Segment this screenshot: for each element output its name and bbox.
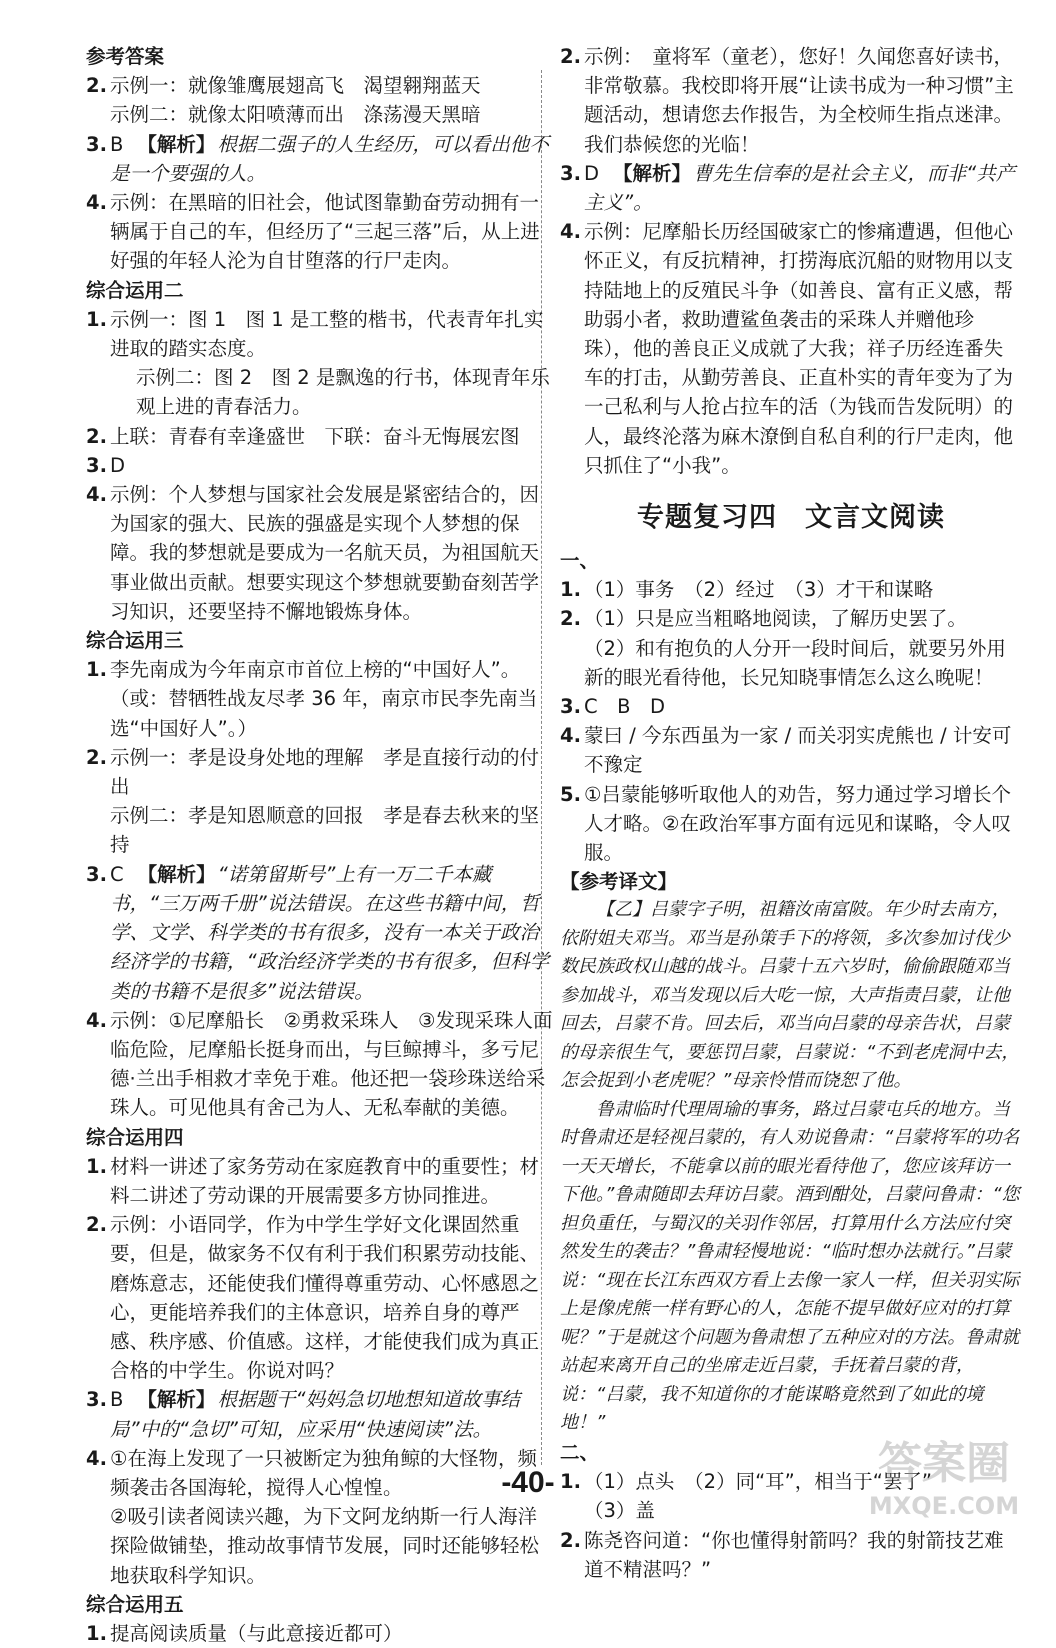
item-number: 1. <box>86 658 107 682</box>
answer-text: （3）盖 <box>584 1499 655 1523</box>
answer-text: C B D <box>584 695 666 719</box>
answer-item <box>86 480 556 626</box>
answer-text: ②吸引读者阅读兴趣，为下文阿龙纳斯一行人海洋探险做铺垫，推动故事情节发展，同时还能够轻松地获取科学知识。 <box>110 1505 540 1587</box>
analysis-tag: 【解析】 <box>137 132 216 156</box>
answer-item <box>86 422 556 451</box>
answer-item <box>560 42 1022 159</box>
item-number: 4. <box>86 1446 107 1470</box>
answer-choice: B <box>110 132 124 156</box>
item-number: 5. <box>560 782 581 806</box>
answer-text: 提高阅读质量（与此意接近都可） <box>110 1621 403 1645</box>
answer-item <box>560 575 1022 604</box>
section-header: 综合运用四 <box>86 1125 184 1149</box>
item-number: 1. <box>86 1621 107 1645</box>
answer-choice: C <box>110 862 124 886</box>
answer-text: 陈尧咨问道：“你也懂得射箭吗？我的射箭技艺难道不精湛吗？” <box>584 1528 1004 1581</box>
answer-item <box>560 692 1022 721</box>
analysis-text: 根据二强子的人生经历，可以看出他不是一个要强的人。 <box>110 132 549 185</box>
answer-text: 示例一：孝是设身处地的理解 孝是直接行动的付出 <box>110 745 540 799</box>
answer-item <box>86 188 556 276</box>
item-number: 2. <box>86 745 107 769</box>
item-number: 4. <box>86 191 107 215</box>
answer-item <box>560 721 1022 779</box>
item-number: 1. <box>560 1470 581 1494</box>
answer-text: 示例：在黑暗的旧社会，他试图靠勤奋劳动拥有一辆属于自己的车，但经历了“三起三落”后，从上进好强的年轻人沦为自甘堕落的行尸走肉。 <box>110 191 540 273</box>
answer-item <box>86 1006 556 1123</box>
answer-item <box>560 159 1022 217</box>
answer-text: ①在海上发现了一只被断定为独角鲸的大怪物，频频袭击各国海轮，搅得人心惶惶。 <box>110 1446 537 1499</box>
answer-text: 示例： 童将军（童老），您好！久闻您喜好读书，非常敬慕。我校即将开展“让读书成为一种习惯”主题活动，想请您去作报告，为全校师生指点迷津。我们恭候您的光临！ <box>584 45 1014 156</box>
watermark-title: 答案圈 <box>878 1438 1010 1489</box>
translation-paragraph: 【乙】吕蒙字子明，祖籍汝南富陂。年少时去南方，依附姐夫邓当。邓当是孙策手下的将领，多次参加讨伐少数民族政权山越的战斗。吕蒙十五六岁时，偷偷跟随邓当参加战斗，邓当发现以后大吃一惊，大声指责吕蒙，让他回去，吕蒙不肯。回去后，邓当向吕蒙的母亲告状，吕蒙的母亲很生气，要惩罚吕蒙，吕蒙说：“不到老虎洞中去，怎会捉到小老虎呢？”母亲怜惜而饶恕了他。 <box>560 899 1020 1092</box>
right-column <box>560 42 1022 1584</box>
item-number: 4. <box>560 220 581 244</box>
item-number: 4. <box>86 1008 107 1032</box>
item-number: 2. <box>86 74 107 98</box>
answer-item <box>560 780 1022 868</box>
answer-item <box>86 1210 556 1385</box>
section-header: 综合运用五 <box>86 1592 184 1616</box>
item-number: 2. <box>560 45 581 68</box>
item-number: 3. <box>86 453 107 477</box>
answer-item <box>86 130 556 188</box>
part-heading: 一、 <box>560 549 600 573</box>
answer-text: 示例：小语同学，作为中学生学好文化课固然重要，但是，做家务不仅有利于我们积累劳动技能、磨炼意志，还能使我们懂得尊重劳动、心怀感恩之心，更能培养我们的主体意识，培养自身的尊严感、秩序感、价值感。这样，才能使我们成为真正合格的中学生。你说对吗？ <box>110 1213 540 1383</box>
answer-item <box>86 743 556 860</box>
item-number: 2. <box>560 607 581 631</box>
answer-choice: B <box>110 1388 124 1412</box>
item-number: 2. <box>86 424 107 448</box>
watermark-domain: MXQE.COM <box>868 1492 1020 1520</box>
answer-item <box>560 217 1022 480</box>
answer-text: 示例一：就像雏鹰展翅高飞 渴望翱翔蓝天 <box>110 74 481 98</box>
analysis-tag: 【解析】 <box>137 862 216 886</box>
answer-text: D <box>110 453 126 477</box>
translation-heading: 【参考译文】 <box>560 870 678 894</box>
part-heading: 二、 <box>560 1440 600 1464</box>
answer-text: 示例：①尼摩船长 ②勇救采珠人 ③发现采珠人面临危险，尼摩船长挺身而出，与巨鲸搏斗，多亏尼德·兰出手相救才幸免于难。他还把一袋珍珠送给采珠人。可见他具有舍己为人、无私奉献的美德。 <box>110 1008 553 1120</box>
answer-item <box>86 305 556 422</box>
answer-text: 示例：尼摩船长历经国破家亡的惨痛遭遇，但他心怀正义，有反抗精神，打捞海底沉船的财物用以支持陆地上的反殖民斗争（如善良、富有正义感，帮助弱小者，救助遭鲨鱼袭击的采珠人并赠他珍珠），他的善良正义成就了大我；祥子历经连番失车的打击，从勤劳善良、正直朴实的青年变为了为一己私利与人抢占拉车的活（为钱而告发阮明）的人，最终沦落为麻木潦倒自私自利的行尸走肉，他只抓住了“小我”。 <box>584 220 1014 477</box>
watermark-logo <box>844 1426 1044 1526</box>
answer-text: ①吕蒙能够听取他人的劝告，努力通过学习增长个人才略。②在政治军事方面有远见和谋略，令人叹服。 <box>584 782 1011 865</box>
answer-text: （1）点头 （2）同“耳”，相当于“罢了” <box>584 1470 932 1494</box>
item-number: 4. <box>560 724 581 748</box>
analysis-text: 曹先生信奉的是社会主义，而非“共产主义”。 <box>584 161 1016 215</box>
answer-text: （2）和有抱负的人分开一段时间后，就要另外用新的眼光看待他，长兄知晓事情怎么这么晚呢！ <box>584 636 1006 689</box>
answer-item <box>86 1152 556 1210</box>
answer-item <box>86 860 556 1006</box>
analysis-text: “诺第留斯号”上有一万二千本藏书，“三万两千册”说法错误。在这些书籍中间，哲学、文学、科学类的书有很多，没有一本关于政治经济学的书籍，“政治经济学类的书有很多，但科学类的书籍不是很多”说法错误。 <box>110 862 550 1003</box>
item-number: 4. <box>86 483 107 507</box>
item-number: 3. <box>560 161 581 185</box>
answer-text: 示例一：图 1 图 1 是工整的楷书，代表青年扎实进取的踏实态度。 <box>110 307 544 361</box>
page-number: -40- <box>501 1466 555 1499</box>
answer-item <box>86 71 556 129</box>
item-number: 3. <box>86 862 107 886</box>
answer-text: （1）事务 （2）经过 （3）才干和谋略 <box>584 578 934 602</box>
item-number: 1. <box>86 1154 107 1178</box>
section-header: 综合运用三 <box>86 629 184 653</box>
answer-text: 示例二：就像太阳喷薄而出 涤荡漫天黑暗 <box>110 103 481 127</box>
answer-text: 示例：个人梦想与国家社会发展是紧密结合的，因为国家的强大、民族的强盛是实现个人梦想的保障。我的梦想就是要成为一名航天员，为祖国航天事业做出贡献。想要实现这个梦想就要勤奋刻苦学习知识，还要坚持不懈地锻炼身体。 <box>110 483 540 623</box>
translation-paragraph: 鲁肃临时代理周瑜的事务，路过吕蒙屯兵的地方。当时鲁肃还是轻视吕蒙的，有人劝说鲁肃：“吕蒙将军的功名一天天增长，不能拿以前的眼光看待他了，您应该拜访一下他。”鲁肃随即去拜访吕蒙。酒到酣处，吕蒙问鲁肃：“您担负重任，与蜀汉的关羽作邻居，打算用什么方法应付突然发生的袭击？”鲁肃轻慢地说：“临时想办法就行。”吕蒙说：“现在长江东西双方看上去像一家人一样，但关羽实际上是像虎熊一样有野心的人，怎能不提早做好应对的打算呢？”于是就这个问题为鲁肃想了五种应对的方法。鲁肃就站起来离开自己的坐席走近吕蒙，手抚着吕蒙的背，说：“吕蒙，我不知道你的才能谋略竟然到了如此的境地！” <box>560 1098 1020 1434</box>
item-number: 1. <box>86 307 107 331</box>
answer-item <box>86 655 556 743</box>
item-number: 3. <box>560 695 581 719</box>
answer-item <box>86 1619 556 1648</box>
answer-text: 蒙曰 / 今东西虽为一家 / 而关羽实虎熊也 / 计安可不豫定 <box>584 724 1012 777</box>
topic-title: 专题复习四 文言文阅读 <box>637 502 945 534</box>
item-number: 3. <box>86 1388 107 1412</box>
section-header: 综合运用二 <box>86 278 184 302</box>
analysis-tag: 【解析】 <box>613 161 692 185</box>
answer-text: 示例二：图 2 图 2 是飘逸的行书，体现青年乐观上进的青春活力。 <box>136 366 550 419</box>
answer-text: （1）只是应当粗略地阅读，了解历史罢了。 <box>584 607 967 631</box>
answer-item <box>560 1526 1022 1584</box>
item-number: 3. <box>86 132 107 156</box>
left-column <box>86 42 556 1648</box>
item-number: 1. <box>560 578 581 602</box>
answer-item <box>560 604 1022 692</box>
answer-text: 李先南成为今年南京市首位上榜的“中国好人”。（或：替牺牲战友尽孝 36 年，南京市民李先南当选“中国好人”。） <box>110 658 538 740</box>
section-header: 参考答案 <box>86 45 165 68</box>
answer-text: 上联：青春有幸逢盛世 下联：奋斗无悔展宏图 <box>110 424 520 448</box>
answer-item <box>86 451 556 480</box>
answer-item <box>86 1385 556 1443</box>
analysis-tag: 【解析】 <box>137 1388 216 1412</box>
answer-choice: D <box>584 161 600 185</box>
item-number: 2. <box>560 1528 581 1552</box>
answer-text: 材料一讲述了家务劳动在家庭教育中的重要性；材料二讲述了劳动课的开展需要多方协同推进。 <box>110 1154 540 1207</box>
item-number: 2. <box>86 1213 107 1237</box>
analysis-text: 根据题干“妈妈急切地想知道故事结局”中的“急切”可知，应采用“快速阅读”法。 <box>110 1388 521 1441</box>
answer-text: 示例二：孝是知恩顺意的回报 孝是春去秋来的坚持 <box>110 804 540 857</box>
